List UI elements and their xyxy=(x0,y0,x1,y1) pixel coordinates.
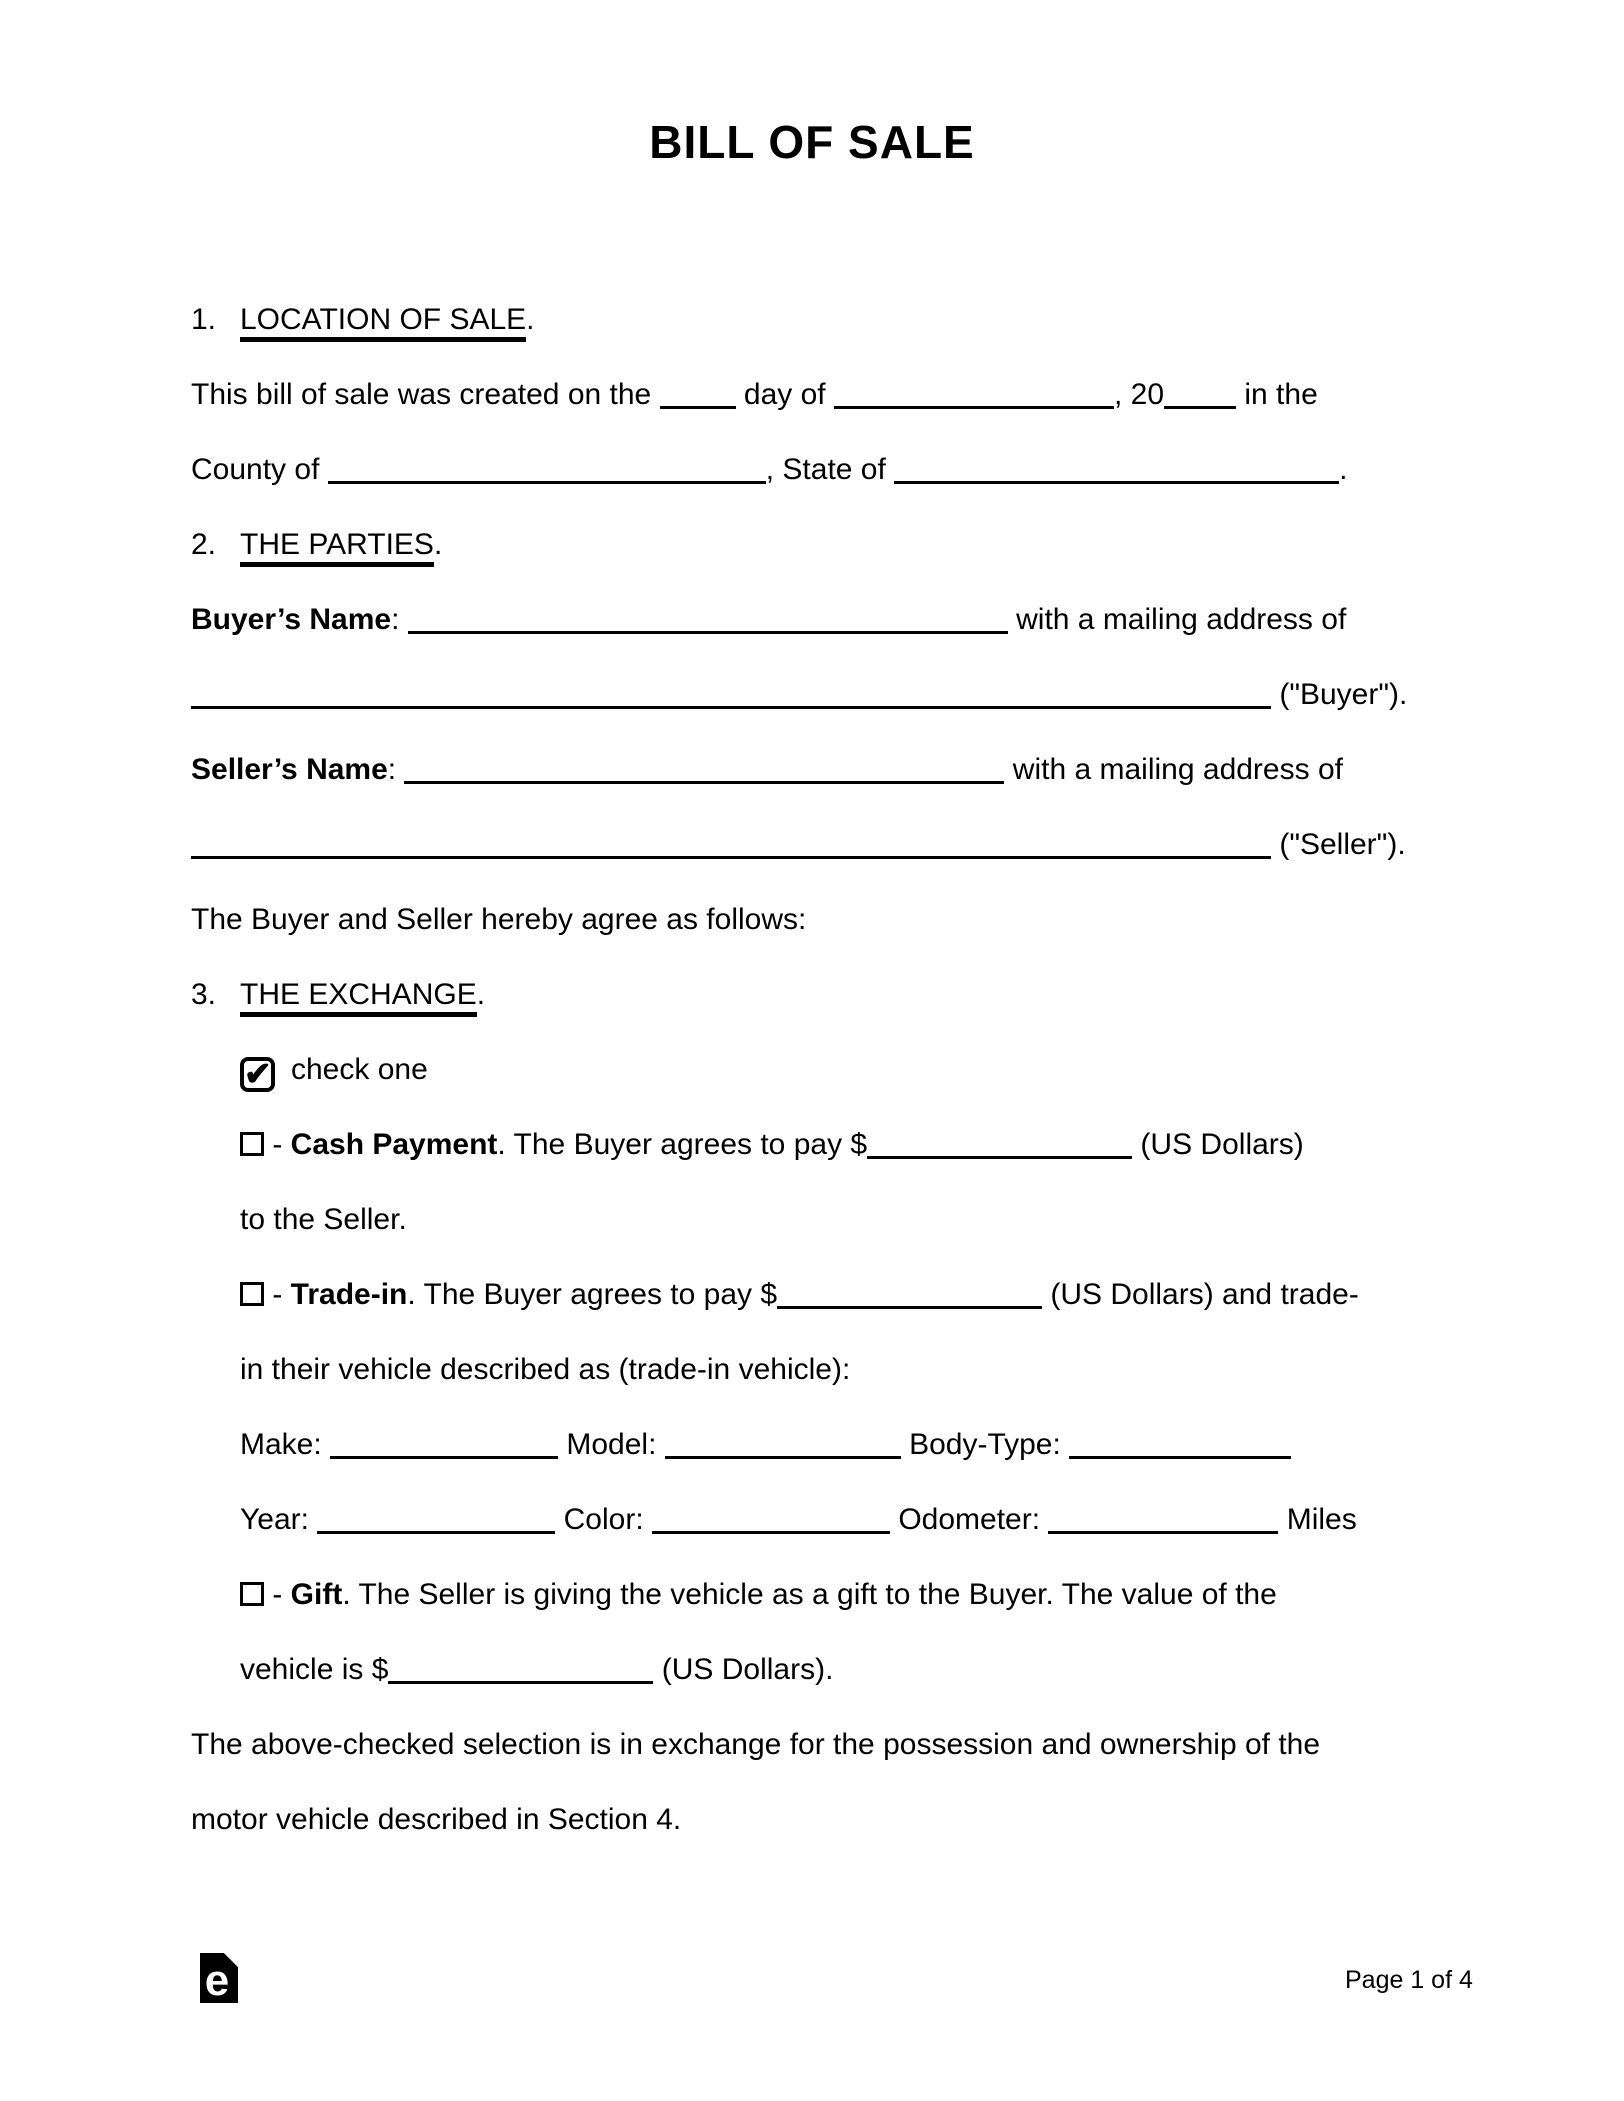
seller-name-line xyxy=(191,732,1433,807)
gift-cont-text-1: vehicle is $ xyxy=(240,1653,389,1686)
date-line-text-1: This bill of sale was created on the xyxy=(191,378,660,411)
logo-letter: e xyxy=(204,1956,230,2005)
gift-label: Gift xyxy=(290,1578,343,1611)
day-field[interactable] xyxy=(660,396,736,409)
cash-payment-text-2: (US Dollars) xyxy=(1132,1128,1304,1161)
date-line-text-4: in the xyxy=(1236,378,1318,411)
date-line xyxy=(191,357,1433,432)
color-field[interactable] xyxy=(652,1521,890,1534)
model-field[interactable] xyxy=(665,1446,901,1459)
check-one-label: check one xyxy=(291,1053,428,1086)
check-one-line xyxy=(191,1032,1433,1107)
agreement-line: The Buyer and Seller hereby agree as follows: xyxy=(191,903,807,936)
year-label: Year: xyxy=(240,1503,318,1536)
buyer-address-field[interactable] xyxy=(191,696,1271,709)
page-title: BILL OF SALE xyxy=(649,116,975,168)
miles-label: Miles xyxy=(1278,1503,1357,1536)
trade-in-text-2: (US Dollars) and trade- xyxy=(1042,1278,1359,1311)
seller-name-tail: with a mailing address of xyxy=(1004,753,1343,786)
check-one-checkbox[interactable]: ✔ xyxy=(240,1057,275,1092)
closing-line-2: motor vehicle described in Section 4. xyxy=(191,1803,682,1836)
odometer-label: Odometer: xyxy=(890,1503,1049,1536)
buyer-name-tail: with a mailing address of xyxy=(1007,603,1347,636)
trade-in-label: Trade-in xyxy=(290,1278,408,1311)
section-2-heading-line xyxy=(191,507,1433,582)
gift-cont-text-2: (US Dollars). xyxy=(653,1653,834,1686)
section-3-heading: THE EXCHANGE xyxy=(240,978,477,1017)
section-3-period: . xyxy=(476,978,486,1011)
county-line-text-2: , State of xyxy=(765,453,895,486)
gift-sep: - xyxy=(264,1578,291,1611)
vehicle-row-2 xyxy=(191,1482,1433,1557)
trade-in-text-1: . The Buyer agrees to pay $ xyxy=(407,1278,778,1311)
eforms-logo xyxy=(200,1953,238,2003)
section-2-period: . xyxy=(433,528,443,561)
section-1-period: . xyxy=(526,303,535,336)
section-3-number: 3. xyxy=(191,978,217,1011)
date-line-text-3: , 20 xyxy=(1113,378,1165,411)
trade-in-sep: - xyxy=(264,1278,291,1311)
buyer-address-tail: ("Buyer"). xyxy=(1271,678,1408,711)
gift-value-field[interactable] xyxy=(388,1671,653,1684)
buyer-name-label: Buyer’s Name xyxy=(191,603,392,636)
vehicle-year-field[interactable] xyxy=(317,1521,555,1534)
buyer-name-colon: : xyxy=(391,603,408,636)
body-type-label: Body-Type: xyxy=(900,1428,1070,1461)
cash-payment-continuation-line: to the Seller. xyxy=(240,1203,407,1236)
gift-checkbox[interactable] xyxy=(240,1582,264,1606)
body-type-field[interactable] xyxy=(1069,1446,1291,1459)
county-line-text-1: County of xyxy=(191,453,328,486)
document-content xyxy=(191,0,1433,1857)
gift-text-1: . The Seller is giving the vehicle as a gift to the Buyer. The value of the xyxy=(342,1578,1277,1611)
county-line-text-3: . xyxy=(1339,453,1348,486)
trade-in-line xyxy=(191,1257,1433,1332)
vehicle-row-1 xyxy=(191,1407,1433,1482)
seller-name-colon: : xyxy=(387,753,405,786)
section-1-heading: LOCATION OF SALE xyxy=(240,303,526,342)
month-field[interactable] xyxy=(834,396,1114,409)
closing-line-1: The above-checked selection is in exchange for the possession and ownership of the xyxy=(191,1728,1321,1761)
county-field[interactable] xyxy=(328,471,766,484)
trade-in-continuation-line: in their vehicle described as (trade-in vehicle): xyxy=(240,1353,851,1386)
seller-name-label: Seller’s Name xyxy=(191,753,388,786)
section-1-number: 1. xyxy=(191,303,217,336)
gift-continuation-line xyxy=(191,1632,1433,1707)
county-line xyxy=(191,432,1433,507)
cash-payment-checkbox[interactable] xyxy=(240,1132,264,1156)
cash-payment-text-1: . The Buyer agrees to pay $ xyxy=(497,1128,868,1161)
section-3-heading-line xyxy=(191,957,1433,1032)
seller-address-field[interactable] xyxy=(191,846,1271,859)
section-1-heading-line xyxy=(191,282,1433,357)
buyer-address-line xyxy=(191,657,1433,732)
section-2-heading: THE PARTIES xyxy=(240,528,434,567)
seller-address-tail: ("Seller"). xyxy=(1271,828,1406,861)
date-line-text-2: day of xyxy=(735,378,834,411)
seller-name-field[interactable] xyxy=(404,771,1004,784)
cash-payment-label: Cash Payment xyxy=(290,1128,498,1161)
cash-payment-line xyxy=(191,1107,1433,1182)
date-year-field[interactable] xyxy=(1164,396,1236,409)
buyer-name-field[interactable] xyxy=(408,621,1008,634)
page-number: Page 1 of 4 xyxy=(1345,1966,1473,1994)
cash-amount-field[interactable] xyxy=(867,1146,1132,1159)
buyer-name-line xyxy=(191,582,1433,657)
seller-address-line xyxy=(191,807,1433,882)
gift-line xyxy=(191,1557,1433,1632)
model-label: Model: xyxy=(558,1428,665,1461)
make-field[interactable] xyxy=(330,1446,558,1459)
state-field[interactable] xyxy=(894,471,1339,484)
section-2-number: 2. xyxy=(191,528,217,561)
odometer-field[interactable] xyxy=(1048,1521,1278,1534)
trade-amount-field[interactable] xyxy=(777,1296,1042,1309)
color-label: Color: xyxy=(555,1503,652,1536)
trade-in-checkbox[interactable] xyxy=(240,1282,264,1306)
cash-payment-sep: - xyxy=(264,1128,291,1161)
make-label: Make: xyxy=(240,1428,331,1461)
